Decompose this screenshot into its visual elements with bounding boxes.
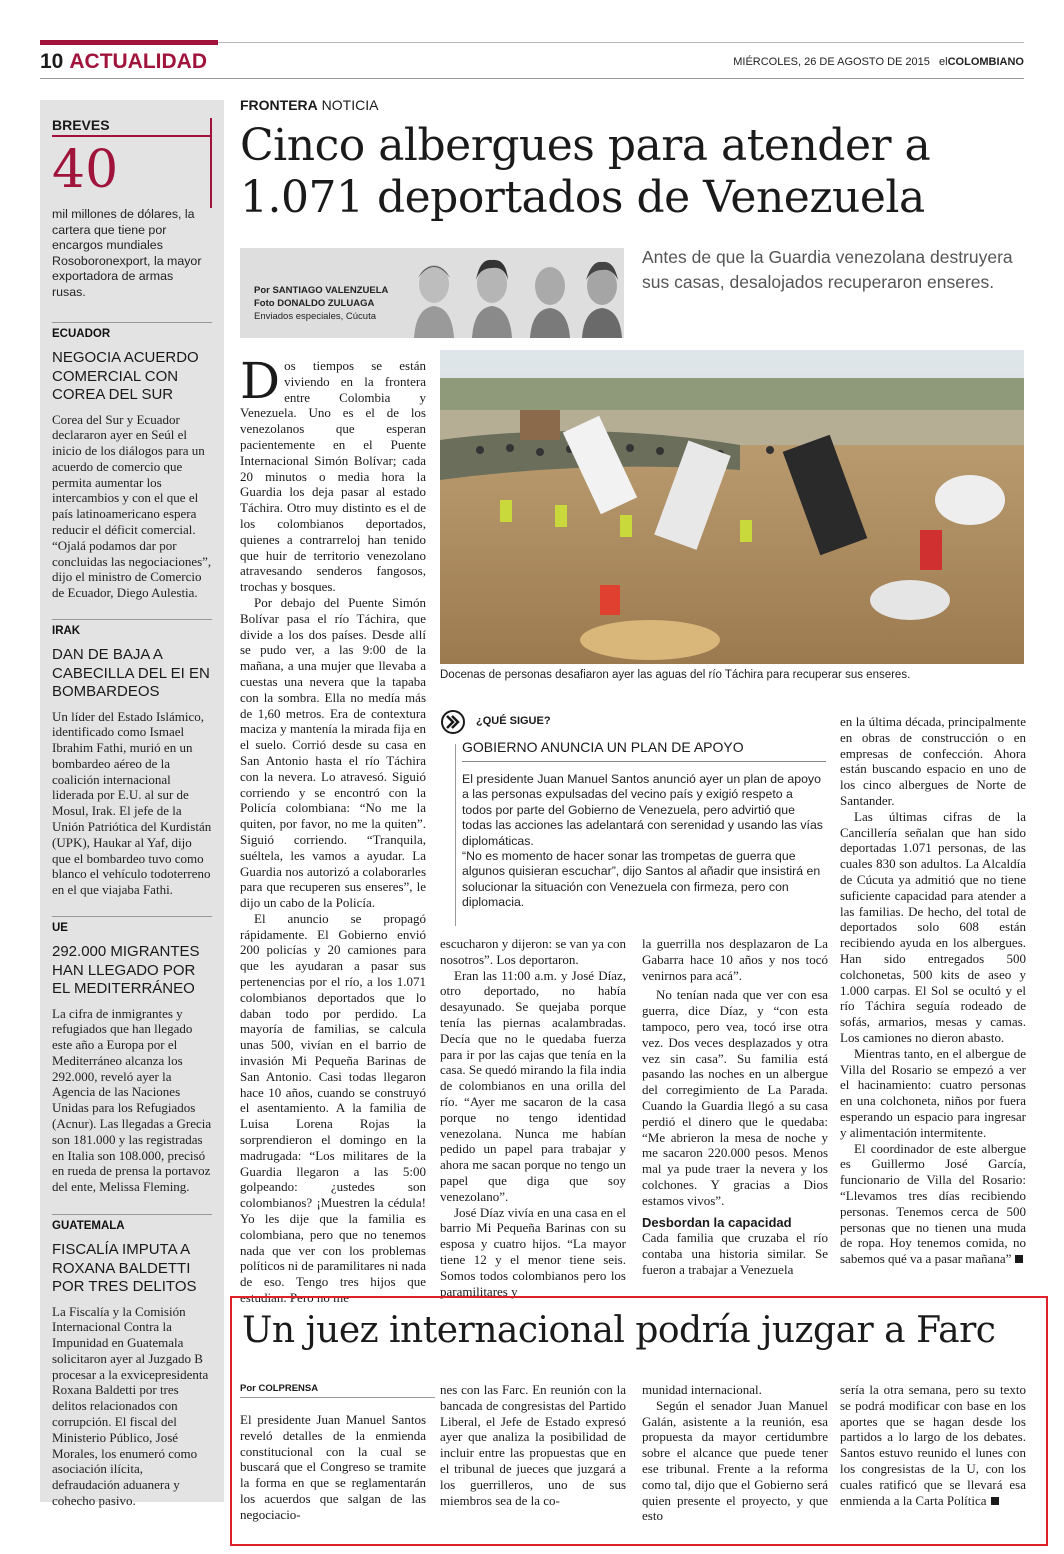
article-headline — [240, 120, 1030, 224]
farc-headline: Un juez internacional podría juzgar a Farc — [242, 1310, 996, 1351]
headline-line-1: Cinco albergues para atender a — [240, 120, 931, 171]
breves-rule — [52, 135, 212, 137]
brief-body: La cifra de inmigrantes y refugiados que han llegado este año a Europa por el Mediterráneo alcanza los 292.000, reveló ayer la Agencia de las Naciones Unidas para los Refugiados (Acnur). Las llegadas a Grecia son 181.000 y las registradas en Italia son 108.000, precisó en rueda de prensa la portavoz del ente, Melissa Fleming. — [52, 1005, 212, 1195]
brief-body: La Fiscalía y la Comisión Internacional Contra la Impunidad en Guatemala solicitaron ayer al Juzgado B procesar a la exvicepresidenta Roxana Baldetti por tres delitos relacionados con corrupción. El fiscal del Ministerio Público, José Morales, los enumeró como asociación ilícita, defraudación aduanera y cohecho pasivo. — [52, 1303, 209, 1509]
article-kicker — [240, 97, 378, 113]
article-deck: Antes de que la Guardia venezolana destruyera sus casas, desalojados recuperaron enseres. — [642, 247, 1013, 292]
box-left-rule — [455, 744, 456, 926]
breves-vertical-rule — [210, 118, 212, 208]
brief-body: Corea del Sur y Ecuador declararon ayer en Seúl el inicio de los diálogos para un acuerdo de comercio que permita aumentar los intercambios y con el que el país latinoamericano espera reducir el déficit comercial. “Ojalá podamos dar por concluidas las negociaciones”, dijo el ministro de Comercio de Ecuador, Diego Aulestia. — [52, 411, 212, 601]
breves-label: BREVES — [52, 117, 110, 133]
brief-guatemala — [52, 1214, 212, 1509]
page-header — [40, 50, 207, 74]
col4-paragraph-2: Las últimas cifras de la Cancillería señalan que han sido deportadas 1.071 personas, de las cuales 830 son adultos. La Alcaldía de Cúcuta ya admitió que no tiene suficiente capacidad para atender a las familias. De hecho, del total de deportados solo 608 están recibiendo ayuda en los albergues. Han sido entregados 500 colchonetas, 500 kits de aseo y 1.000 carpas. El Sol se ocultó y el río Táchira seguía rodeado de sofás, armarios, mesas y camas. Los camiones no dieron abasto. — [840, 808, 1026, 1045]
brief-body: Un líder del Estado Islámico, identificado como Ismael Ibrahim Fathi, murió en un bombardeo aéreo de la coalición internacional liderada por E.U. al sur de Mosul, Irak. El jefe de la Unión Patriótica del Kurdistán (UPK), Haukar al Yaf, dijo que el bombardeo tuvo como blanco el vehículo todoterreno en el que viajaba Fathi. — [52, 708, 212, 898]
col3-paragraph-1: la guerrilla nos desplazaron de La Gabarra hace 10 años y nos tocó venirnos para acá”. — [642, 936, 828, 983]
farc-byline — [240, 1383, 435, 1398]
brief-ecuador — [52, 322, 212, 601]
header-rule — [218, 42, 1024, 43]
drop-cap: D — [240, 352, 281, 410]
byline-text — [254, 284, 388, 323]
farc-paragraph-5: sería la otra semana, pero su texto se podrá modificar con base en los aportes que se hagan desde los partidos a lo largo de los debates. Santos estuvo reunido el lunes con los congresistas de la U, con los cuales ratificó que se llevará esa enmienda a la Carta Política — [840, 1382, 1026, 1508]
article-column-3 — [642, 936, 828, 1278]
col2-paragraph-3: José Díaz vivía en una casa en el barrio Mi Pequeña Barinas con su esposa y cuatro hijos. “La mayor tiene 12 y el menor tiene seis. Somos todos colombianos pero los paramilitares y — [440, 1204, 626, 1299]
col4-paragraph-4: El coordinador de este albergue es Guillermo José García, funcionario de Villa del Rosario: “Llevamos tres días recibiendo personas. Tenemos cerca de 500 personas que no tienen una muda de ropa. Hoy tenemos comida, no sabemos qué va a pasar mañana” — [840, 1140, 1026, 1267]
box-title: GOBIERNO ANUNCIA UN PLAN DE APOYO — [462, 739, 826, 762]
brief-headline: NEGOCIA ACUERDO COMERCIAL CON COREA DEL SUR — [52, 349, 199, 403]
kicker-rest: NOTICIA — [321, 97, 379, 113]
col3-paragraph-3: Cada familia que cruzaba el río contaba una historia similar. Se fueron a trabajar a Venezuela — [642, 1230, 828, 1277]
section-color-bar — [40, 40, 218, 45]
big-number: 40 — [52, 140, 119, 200]
headline-line-2: 1.071 deportados de Venezuela — [240, 172, 925, 223]
byline-author: Por SANTIAGO VALENZUELA — [254, 285, 389, 296]
farc-paragraph-2: nes con las Farc. En reunión con la bancada de congresistas del Partido Liberal, el Jefe de Estado expresó ayer que analiza la posibilidad de incluir entre las propuestas que en el tribunal de jueces que juzgará a los guerrilleros, uno de sus miembros sea de la co- — [440, 1382, 626, 1508]
box-paragraph-2: “No es momento de hacer sonar las trompetas de guerra que algunos quisieran escuchar”, dijo Santos al añadir que insistirá en solucionar la situación con Venezuela con firmeza, pero con diplomacia. — [462, 849, 821, 910]
journalist-portrait-3 — [528, 252, 572, 338]
brief-headline: 292.000 MIGRANTES HAN LLEGADO POR EL MEDITERRÁNEO — [52, 943, 200, 997]
article-column-1 — [240, 352, 426, 1306]
byline-role: Enviados especiales, Cúcuta — [254, 311, 376, 322]
photo-caption: Docenas de personas desafiaron ayer las aguas del río Táchira para recuperar sus enseres. — [440, 669, 911, 681]
brief-headline: FISCALÍA IMPUTA A ROXANA BALDETTI POR TRES DELITOS — [52, 1241, 197, 1295]
farc-column-2 — [440, 1382, 626, 1508]
article-column-4 — [840, 714, 1026, 1267]
paper-prefix: el — [939, 56, 948, 68]
paper-name: COLOMBIANO — [947, 56, 1024, 68]
brief-tag: IRAK — [52, 619, 212, 637]
double-chevron-icon — [440, 710, 466, 734]
col4-paragraph-1: en la última década, principalmente en obras de construcción o en empresas de confección. Ahora están buscando espacio en uno de los cinco albergues de Norte de Santander. — [840, 714, 1026, 808]
journalist-portrait-4 — [580, 252, 624, 338]
col2-paragraph-1: escucharon y dijeron: se van ya con nosotros”. Los deportaron. — [440, 936, 626, 967]
big-number-text: mil millones de dólares, la cartera que tiene por encargos mundiales Rosoboronexport, la mayor exportadora de armas rusas. — [52, 207, 202, 299]
issue-date: MIÉRCOLES, 26 DE AGOSTO DE 2015 — [733, 56, 930, 68]
farc-paragraph-4: Según el senador Juan Manuel Galán, asistente a la reunión, esa propuesta da mayor certidumbre sobre el alcance que puede tener ese tribunal. Frente a la reforma como tal, dijo que el Gobierno será quien presente el proyecto, y que esto — [642, 1397, 828, 1524]
brief-irak — [52, 619, 212, 898]
end-mark-icon — [991, 1497, 999, 1505]
journalist-portrait-1 — [412, 252, 456, 338]
box-paragraph-1: El presidente Juan Manuel Santos anunció ayer un plan de apoyo a las personas expulsadas del vecino país y exigió respeto a todos por parte del Gobierno de Venezuela, pero advirtió que todas las acciones las adelantará con serenidad y usando las vías diplomáticas. — [462, 772, 823, 848]
col1-paragraph-2: Por debajo del Puente Simón Bolívar pasa el río Táchira, que divide a los dos países. Desde allí se pudo ver, a las 9:00 de la mañana, a una mujer que llevaba a cuestas una nevera que la tapaba con la sombra. Ella no medía más de 1,60 metros. Era de contextura maciza y mantenía la mirada fija en el suelo. Corrió desde su casa en San Antonio hasta el río Táchira con la nevera. Lo atravesó. Siguió corriendo y se encontró con la Policía colombiana: “No me la quiten, por favor, no me la quiten”. Siguió corriendo. “Tranquila, suéltela, les vamos a ayudar. La Guardia nos autorizó a colaborarles para que recuperen sus enseres”, le dijo un cabo de la Policía. — [240, 594, 426, 911]
river-crossing-photo — [440, 350, 1024, 664]
brief-tag: GUATEMALA — [52, 1214, 212, 1232]
farc-column-3 — [642, 1382, 828, 1524]
col2-paragraph-2: Eran las 11:00 a.m. y José Díaz, otro deportado, no había desayunado. Se quejaba porque tenía las piernas acalambradas. Decía que no le quedaba fuerza para ir por las cajas que tenía en la casa. Se quedó mirando la fila india de colombianos en una orilla del río. “Ayer me sacaron de la casa porque no tengo identidad venezolana. Nunca me habían pedido un papel para trabajar y ahora me sacan porque no tengo un papel que diga que soy venezolano”. — [440, 967, 626, 1204]
dateline — [733, 56, 1024, 68]
article-column-2 — [440, 936, 626, 1299]
end-mark-icon — [1015, 1255, 1023, 1263]
header-bottom-rule — [40, 78, 1024, 79]
col1-paragraph-1: os tiempos se están viviendo en la frontera entre Colombia y Venezuela. Uno es el de los venezolanos que esperan pacientemente en el Puente Internacional Simón Bolívar; cada 20 minutos o media hora la Guardia los deja pasar al estado Táchira. Otro muy distinto es el de los colombianos deportados, quienes a contrarreloj han tenido que huir de territorio venezolano atravesando senderos fangosos, trochas y bosques. — [240, 358, 426, 595]
col4-paragraph-3: Mientras tanto, en el albergue de Villa del Rosario se empezó a ver el hacinamiento: cuatro personas en una colchoneta, niños por fuera esperando un espacio para ingresar y alimentación intermitente. — [840, 1045, 1026, 1140]
byline-photo: Foto DONALDO ZULUAGA — [254, 298, 375, 309]
col1-paragraph-3: El anuncio se propagó rápidamente. El Gobierno envió 200 policías y 20 camiones para que les ayudaran a pasar sus pertenencias por el río, a los 1.071 colombianos deportados que lo daban todo por perdido. La mayoría de familias, se calcula unas 500, vivían en el barrio de invasión Mi Pequeña Barinas de San Antonio. Casi todas llegaron hace 10 años, cuando se construyó el asentamiento. A la familia de Luisa Lorena Rojas la sorprendieron el domingo en la madrugada: “Los militares de la Guardia llegaron a las 5:00 golpeando: ¿ustedes son colombianos? ¡Muestren la cédula! Yo les dije que la familia es colombiana, pero que no tenemos nada que ver con los problemas políticos ni de paramilitares ni nada de eso. Tengo tres hijos que estudian. Pero no me — [240, 910, 426, 1306]
journalist-portrait-2 — [470, 252, 514, 338]
page-number: 10 — [40, 50, 64, 73]
brief-tag: ECUADOR — [52, 322, 212, 340]
brief-ue — [52, 916, 212, 1195]
que-sigue-box — [440, 710, 826, 911]
farc-byline-text: Por COLPRENSA — [240, 1383, 319, 1394]
farc-paragraph-3: munidad internacional. — [642, 1382, 762, 1397]
kicker-bold: FRONTERA — [240, 97, 318, 113]
farc-paragraph-1: El presidente Juan Manuel Santos reveló detalles de la enmienda constitucional con la cual se buscará que el Congreso se tramite la forma en que se reglamentarán los acuerdos que salgan de las negociacio- — [240, 1412, 426, 1522]
box-kicker: ¿QUÉ SIGUE? — [476, 715, 551, 727]
col3-paragraph-2: No tenían nada que ver con esa guerra, dice Díaz, y “con esta tampoco, pero vea, tocó irse otra vez. Dos veces desplazados y otra vez sin casa”. Su familia está pasando las noches en un albergue del corregimiento de La Parada. Cuando la Guardia llegó a su casa perdió el dinero que le quedaba: “Me abrieron la mesa de noche y me sacaron 220.000 pesos. Menos mal ya pude traer la nevera y los colchones. Y gracias a Dios estamos vivos”. — [642, 987, 828, 1208]
farc-column-4 — [840, 1382, 1026, 1508]
farc-column-1 — [240, 1412, 426, 1523]
brief-tag: UE — [52, 916, 212, 934]
col3-subhead: Desbordan la capacidad — [642, 1214, 792, 1230]
section-name: ACTUALIDAD — [69, 50, 208, 73]
brief-headline: DAN DE BAJA A CABECILLA DEL EI EN BOMBARDEOS — [52, 646, 210, 700]
